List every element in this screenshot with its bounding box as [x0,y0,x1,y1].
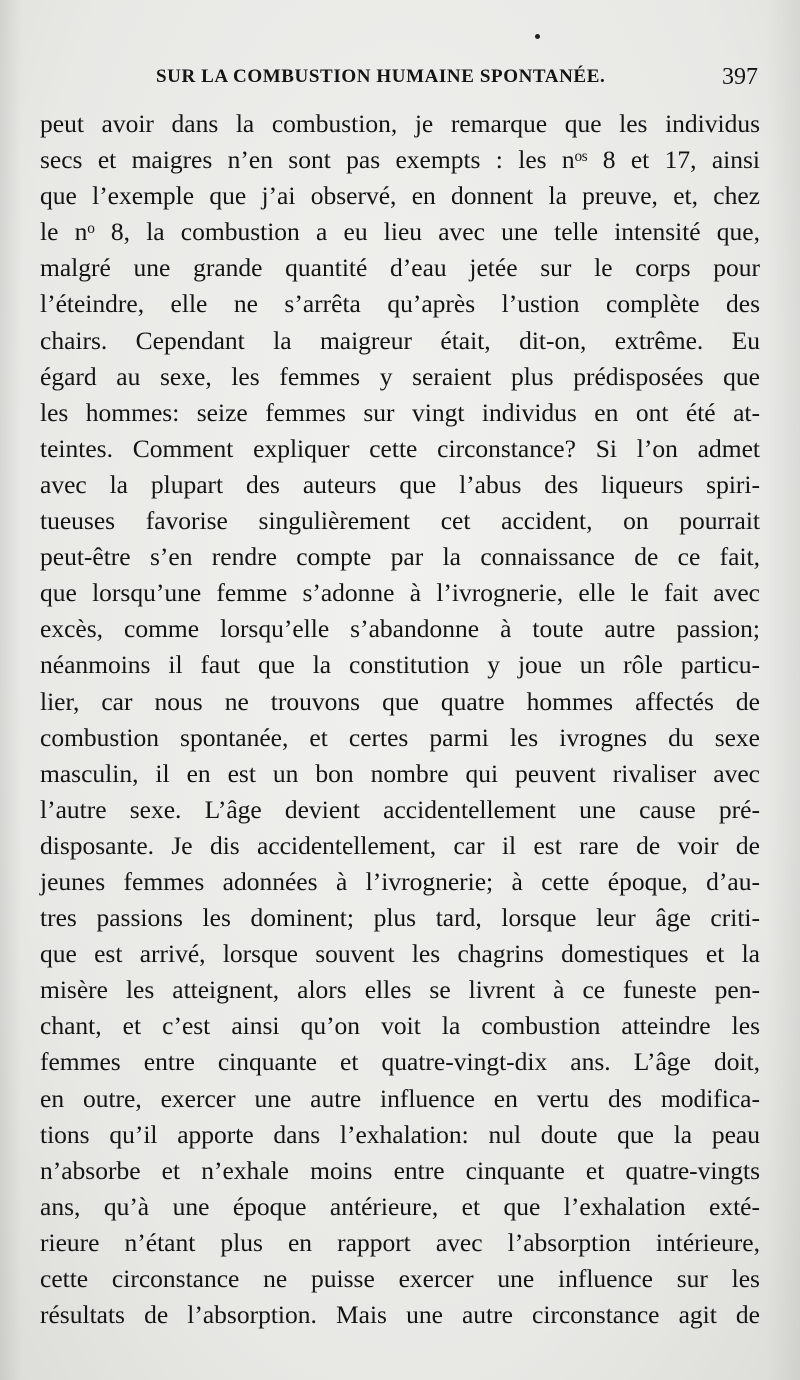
text-line: tions qu’il apporte dans l’exhalation: nul doute que la peau [40,1119,760,1149]
page-shadow-left [0,0,22,1380]
text-line: secs et maigres n’en sont pas exempts : les nᵒˢ 8 et 17, ainsi [40,145,760,175]
text-line: les hommes: seize femmes sur vingt individus en ont été at- [40,397,760,427]
text-line: combustion spontanée, et certes parmi les ivrognes du sexe [40,722,760,752]
text-line: ans, qu’à une époque antérieure, et que l’exhalation exté- [40,1191,760,1221]
running-head [156,66,766,94]
text-line: tres passions les dominent; plus tard, lorsque leur âge criti- [40,903,760,933]
ink-dot [535,34,540,39]
running-title: SUR LA COMBUSTION HUMAINE SPONTANÉE. [156,66,606,87]
text-line: chairs. Cependant la maigreur était, dit-on, extrême. Eu [40,325,760,355]
text-line: que lorsqu’une femme s’adonne à l’ivrognerie, elle le fait avec [40,578,760,608]
text-line: lier, car nous ne trouvons que quatre hommes affectés de [40,686,760,716]
text-line: que est arrivé, lorsque souvent les chagrins domestiques et la [40,939,760,969]
text-line: tueuses favorise singulièrement cet accident, on pourrait [40,506,760,536]
text-line: en outre, exercer une autre influence en vertu des modifica- [40,1083,760,1113]
text-line: n’absorbe et n’exhale moins entre cinquante et quatre-vingts [40,1155,760,1185]
text-line: égard au sexe, les femmes y seraient plus prédisposées que [40,361,760,391]
text-line: l’autre sexe. L’âge devient accidentellement une cause pré- [40,794,760,824]
text-line: femmes entre cinquante et quatre-vingt-dix ans. L’âge doit, [40,1047,760,1077]
text-line: masculin, il en est un bon nombre qui peuvent rivaliser avec [40,758,760,788]
page-shadow-right [766,0,800,1380]
text-line: peut-être s’en rendre compte par la connaissance de ce fait, [40,542,760,572]
text-line: rieure n’étant plus en rapport avec l’absorption intérieure, [40,1227,760,1257]
text-line: teintes. Comment expliquer cette circonstance? Si l’on admet [40,433,760,463]
text-line: résultats de l’absorption. Mais une autre circonstance agit de [40,1300,760,1330]
text-line: peut avoir dans la combustion, je remarque que les individus [40,109,760,138]
text-line: que l’exemple que j’ai observé, en donnent la preuve, et, chez [40,181,760,211]
text-line: malgré une grande quantité d’eau jetée sur le corps pour [40,253,760,283]
text-line: excès, comme lorsqu’elle s’abandonne à toute autre passion; [40,614,760,644]
text-line: jeunes femmes adonnées à l’ivrognerie; à cette époque, d’au- [40,866,760,896]
text-line: néanmoins il faut que la constitution y joue un rôle particu- [40,650,760,680]
text-line: cette circonstance ne puisse exercer une influence sur les [40,1264,760,1293]
text-line: avec la plupart des auteurs que l’abus des liqueurs spiri- [40,469,760,499]
text-line: le nᵒ 8, la combustion a eu lieu avec une telle intensité que, [40,217,760,247]
text-line: chant, et c’est ainsi qu’on voit la combustion atteindre les [40,1011,760,1041]
body-text [40,106,760,1333]
text-line: disposante. Je dis accidentellement, car il est rare de voir de [40,830,760,860]
page-number: 397 [722,64,758,90]
text-line: l’éteindre, elle ne s’arrêta qu’après l’ustion complète des [40,289,760,319]
text-line: misère les atteignent, alors elles se livrent à ce funeste pen- [40,975,760,1005]
